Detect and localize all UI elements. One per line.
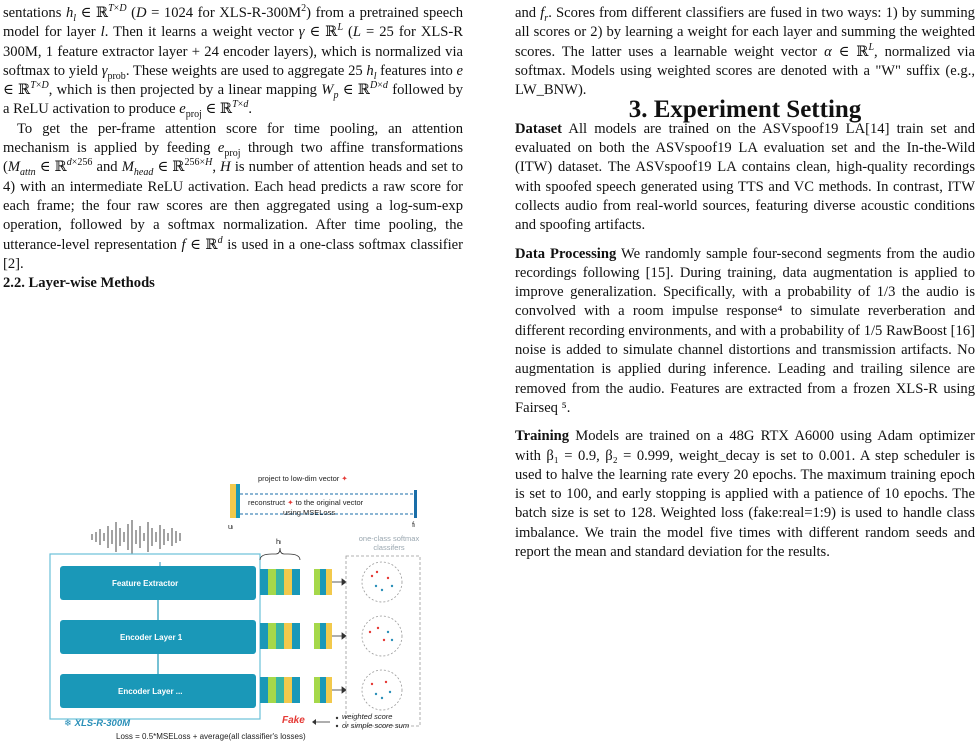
projected-strips [314, 569, 332, 703]
u-label: uₗ [228, 522, 234, 531]
weighted-score-label: weighted score [342, 712, 393, 721]
f-vector [414, 490, 417, 518]
paragraph-fusion: and $f_r$. Scores from different classifiers are fused in two ways: 1) by summing all scores or 2) by learning a weight for each layer and summing the weighted scores. The latter uses a learnable weight vector α ∈ ℝ$^L$, normalized via softmax. Models using weighted scores are denoted with a "W" suffix (e.g., LW_BNW). [515, 5, 975, 99]
processing-heading: Data Processing [515, 245, 617, 262]
subsection-heading: 2.2. Layer-wise Methods [3, 275, 155, 292]
loss-caption: Loss = 0.5*MSELoss + average(all classifier's losses) [116, 732, 306, 741]
sum-score-label: or simple score sum [342, 721, 410, 730]
dataset-heading: Dataset [515, 120, 563, 137]
processing-text: We randomly sample four-second segments from the audio recordings following [15]. During training, data augmentation is applied to improve generalization. Specifically, with a probability of 1/3 the audio is convolved with a room impulse response⁴ to simulate reverberation and different recording environments, and with a probability of 1/5 RawBoost [16] noise is added to simulate channel distortions and transmission artifacts. No augmentation is applied during inference. Leading and trailing silence are removed from the audio. Features are extracted from a frozen XLS-R using Fairseq ⁵. [515, 245, 975, 416]
paragraph-representations: sentations $h_l$ ∈ ℝ$^{T\times D}$ (D = 1024 for XLS-$R-300M^2$) from a pretrained speech model for layer l. Then it learns a weight vector γ ∈ ℝ$^L$ (L = 25 for XLS-R 300M, 1 feature extractor layer + 24 encoder layers), which is normalized via softmax to yield $\gamma_{prob}$. These weights are used to aggregate 25 $h_l$ features into e ∈ ℝ$^{T\times D}$, which is then projected by a linear mapping $W_p$ ∈ ℝ$^{D\times d}$ followed by a ReLU activation to produce $e_{proj}$ ∈ ℝ$^{T\times d}$. [3, 3, 464, 121]
scatter-dots [369, 571, 393, 699]
figure-graphics [20, 436, 450, 742]
paragraph-attention: To get the per-frame attention score for time pooling, an attention mechanism is applied by feeding $e_{proj}$ through two affine transformations ($M_{attn}$ ∈ ℝ$^{d\times 256}$ and $M_{head}$ ∈ ℝ$^{256\times H}$, H is number of attention heads and set to 4) with an intermediate ReLU activation. Each head predicts a raw score for each frame; the four raw scores are then aggregated using a log-sum-exp operation, followed by a softmax normalization. After time pooling, the utterance-level representation f ∈ ℝ$^d$ is used in a one-class softmax classifier [2]. [3, 120, 464, 272]
block-label-encoder-dots: Encoder Layer ... [118, 687, 183, 696]
dataset-text: All models are trained on the ASVspoof19 LA[14] train set and evaluated on both the ASVspoof19 LA evaluation set and the In-the-Wild (ITW) dataset. The ASVspoof19 LA contains clean, high-quality recordings with spoofed speech generated using TTS and VC methods. In contrast, ITW collects audio from real-world sources, featuring diverse acoustic conditions and spoofing artifacts. [515, 120, 976, 234]
right-column [515, 4, 975, 562]
training-text: Models are trained on a 48G RTX A6000 using Adam optimizer with β₁ = 0.9, β₂ = 0.999, weight_decay is set to 0.001. A step scheduler is used to halve the learning rate every 20 epochs. The maximum training epoch is set to 100, and early stopping is applied with a patience of 10 epochs. The batch size is set to 128. Weighted loss (fake:real=1:9) is used to handle class imbalance. We train the model five times with different random seeds and report the mean and standard deviation for the results. [515, 428, 975, 561]
fake-label: Fake [282, 715, 305, 726]
feature-strips [260, 569, 300, 703]
xls-label: ❄ XLS-R-300M [64, 718, 131, 729]
mse-label: using MSELoss [283, 508, 336, 517]
block-label-encoder-1: Encoder Layer 1 [120, 633, 183, 642]
section-title: 3. Experiment Setting [628, 96, 862, 124]
left-column [3, 4, 463, 293]
project-label: project to low-dim vector ✦ [258, 474, 348, 483]
u-vector [230, 484, 236, 518]
waveform-icon [92, 520, 180, 554]
classifier-label: one-class softmax classifers [358, 534, 420, 552]
layerwise-figure [20, 436, 450, 742]
paragraph-processing [515, 245, 975, 419]
training-heading: Training [515, 428, 570, 445]
brace-icon [260, 548, 300, 560]
paragraph-dataset [515, 120, 975, 236]
classifier-frame [346, 556, 420, 726]
reconstruct-label: reconstruct ✦ to the original vector [248, 498, 364, 507]
h-label: hₗ [276, 537, 282, 546]
block-label-feature-extractor: Feature Extractor [112, 579, 179, 588]
f-label: fₗ [412, 520, 416, 529]
paragraph-training [515, 427, 975, 562]
